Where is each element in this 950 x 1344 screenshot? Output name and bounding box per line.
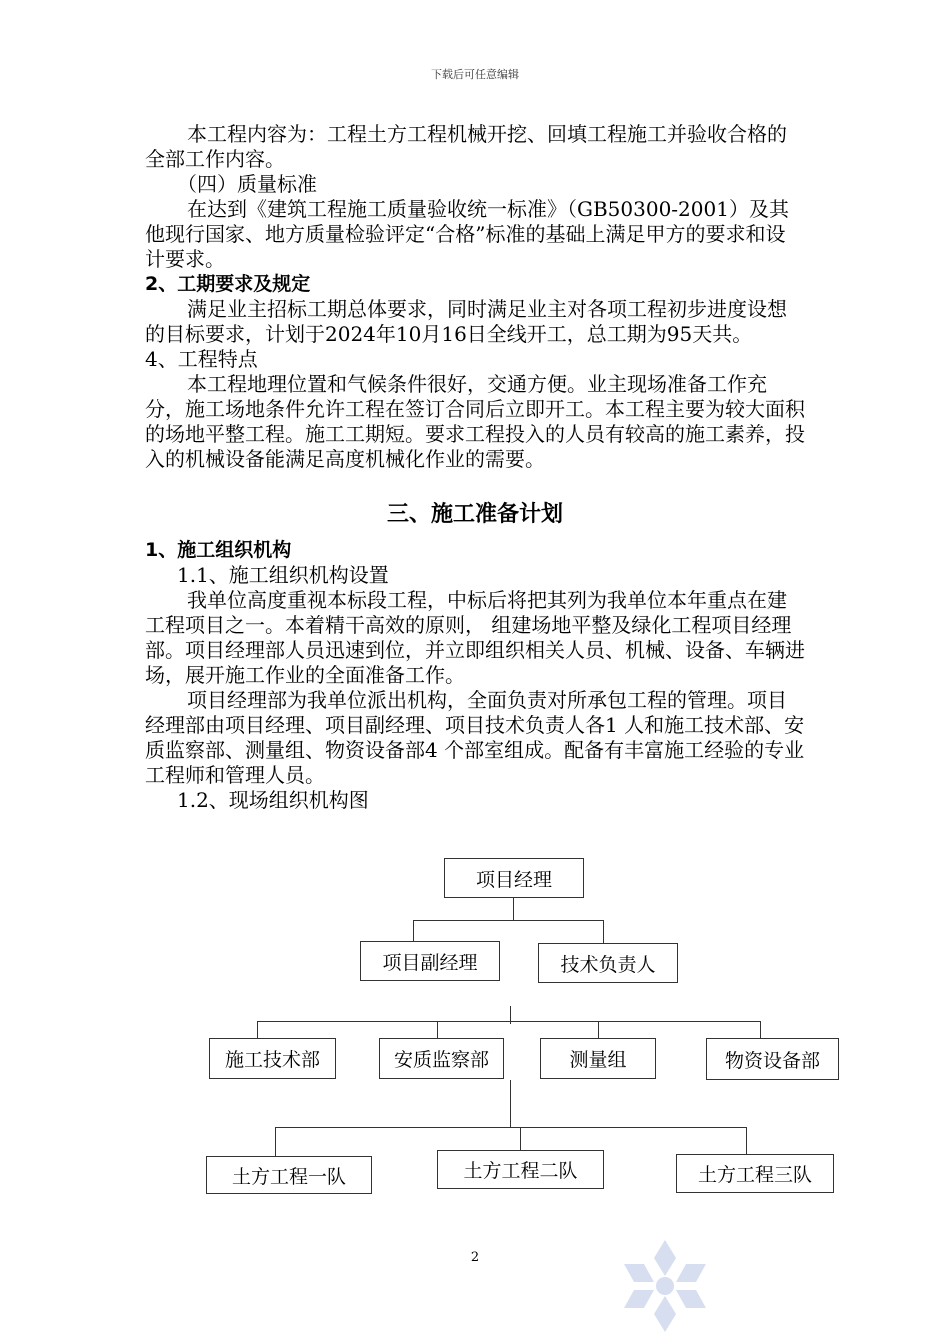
paragraph: （四）质量标准: [177, 172, 317, 196]
connector: [760, 1021, 761, 1039]
connector: [437, 1021, 438, 1039]
paragraph: 满足业主招标工期总体要求，同时满足业主对各项工程初步进度设想的目标要求，计划于2024年10月16日全线开工，总工期为95天共。: [145, 297, 787, 346]
connector: [746, 1127, 747, 1155]
snowflake-watermark-icon: [610, 1236, 720, 1336]
connector: [413, 920, 603, 921]
connector: [520, 1127, 521, 1151]
paragraph: 在达到《建筑工程施工质量验收统一标准》（GB50300-2001）及其他现行国家、地方质量检验评定“合格”标准的基础上满足甲方的要求和设计要求。: [145, 197, 789, 271]
paragraph: 本工程内容为：工程土方工程机械开挖、回填工程施工并验收合格的全部工作内容。: [145, 122, 787, 171]
org-box-dept-materials: 物资设备部: [706, 1038, 839, 1080]
org-box-dept-safety: 安质监察部: [379, 1038, 504, 1079]
org-box-team-2: 土方工程二队: [437, 1150, 604, 1189]
chapter-heading: 三、施工准备计划: [386, 502, 563, 527]
org-box-team-1: 土方工程一队: [206, 1156, 372, 1194]
connector: [598, 1021, 599, 1039]
connector: [275, 1127, 276, 1157]
paragraph: 1.1、施工组织机构设置: [177, 563, 389, 587]
paragraph: 4、工程特点: [145, 347, 258, 371]
section-heading: 2、工期要求及规定: [145, 273, 311, 295]
connector: [413, 920, 414, 942]
org-box-dept-construction-tech: 施工技术部: [209, 1038, 336, 1079]
connector: [603, 920, 604, 944]
connector: [513, 898, 514, 920]
org-box-deputy-manager: 项目副经理: [360, 941, 500, 981]
org-box-dept-survey: 测量组: [540, 1038, 656, 1079]
paragraph: 1.2、现场组织机构图: [177, 788, 369, 812]
paragraph: 本工程地理位置和气候条件很好，交通方便。业主现场准备工作充分，施工场地条件允许工程在签订合同后立即开工。本工程主要为较大面积的场地平整工程。施工工期短。要求工程投入的人员有较高的施工素养，投入的机械设备能满足高度机械化作业的需要。: [145, 372, 805, 471]
connector: [510, 1006, 511, 1024]
connector: [510, 1080, 511, 1128]
document-body: [145, 122, 805, 813]
connector: [275, 1127, 747, 1128]
paragraph: 我单位高度重视本标段工程，中标后将把其列为我单位本年重点在建工程项目之一。本着精干高效的原则， 组建场地平整及绿化工程项目经理部。项目经理部人员迅速到位，并立即组织相关人员、机械、设备、车辆进场，展开施工作业的全面准备工作。: [145, 588, 805, 687]
paragraph: 项目经理部为我单位派出机构，全面负责对所承包工程的管理。项目经理部由项目经理、项目副经理、项目技术负责人各1 人和施工技术部、安质监察部、测量组、物资设备部4 个部室组成。配备有丰富施工经验的专业工程师和管理人员。: [145, 688, 805, 787]
org-box-team-3: 土方工程三队: [676, 1154, 834, 1193]
connector: [257, 1021, 258, 1039]
org-box-technical-lead: 技术负责人: [538, 943, 678, 983]
connector: [257, 1021, 760, 1022]
page-number: 2: [470, 1250, 480, 1265]
org-box-project-manager: 项目经理: [444, 858, 584, 898]
page-header: 下载后可任意编辑: [431, 68, 519, 81]
section-heading: 1、施工组织机构: [145, 539, 292, 561]
